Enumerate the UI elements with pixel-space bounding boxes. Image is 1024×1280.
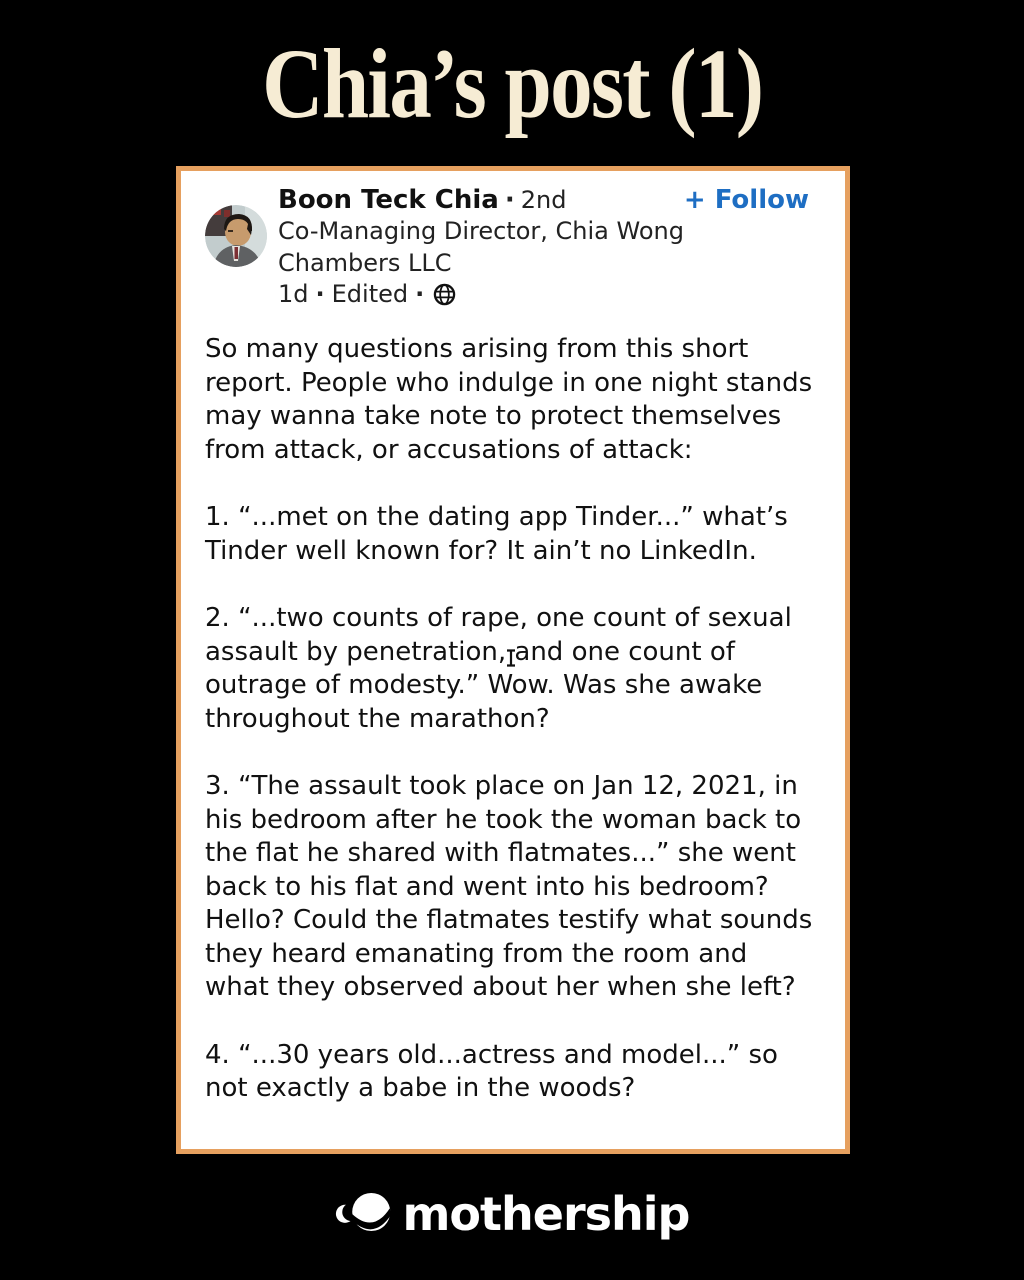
post-meta-row [278, 279, 710, 309]
post-paragraph-1: 1. “...met on the dating app Tinder...” what’s Tinder well known for? It ain’t no LinkedIn. [205, 502, 788, 566]
timestamp: 1d [278, 280, 309, 308]
author-name[interactable]: Boon Teck Chia [278, 185, 499, 215]
post-header [205, 185, 820, 309]
post-paragraph-3: 3. “The assault took place on Jan 12, 2021, in his bedroom after he took the woman back to the flat he shared with flatmates...” she went back to his flat and went into his bedroom? Hello? Could the flatmates testify what sounds they heard emanating from the room and what they observed about her when she left? [205, 771, 813, 1002]
separator-dot: · [504, 185, 515, 215]
brand-name: mothership [402, 1187, 690, 1241]
brand-footer [0, 1186, 1024, 1242]
i-beam-cursor-artifact [505, 649, 517, 667]
page-title-text: Chia’s post (1) [261, 28, 763, 139]
follow-button[interactable]: + Follow [683, 185, 809, 215]
post-paragraph-2: 2. “...two counts of rape, one count of sexual assault by penetration, and one count of outrage of modesty.” Wow. Was she awake throughout the marathon? [205, 603, 792, 734]
post-header-text [278, 185, 710, 309]
page-title [0, 26, 1024, 141]
avatar[interactable] [205, 205, 267, 267]
post-paragraph-4: 4. “...30 years old...actress and model...” so not exactly a babe in the woods? [205, 1039, 778, 1103]
author-name-row [278, 185, 710, 215]
separator-dot: · [415, 280, 425, 308]
avatar-photo [205, 205, 267, 267]
globe-icon [433, 283, 456, 306]
post-body [205, 333, 817, 1106]
post-card-inner [181, 171, 845, 1149]
author-headline: Co-Managing Director, Chia Wong Chambers LLC [278, 217, 684, 277]
mothership-logo-icon [335, 1186, 393, 1242]
linkedin-post-card [176, 166, 850, 1154]
separator-dot: · [315, 280, 325, 308]
post-paragraph-intro: So many questions arising from this short report. People who indulge in one night stands may wanna take note to protect themselves from attack, or accusations of attack: [205, 334, 813, 465]
edited-label: Edited [331, 280, 409, 308]
connection-degree: 2nd [520, 186, 567, 214]
